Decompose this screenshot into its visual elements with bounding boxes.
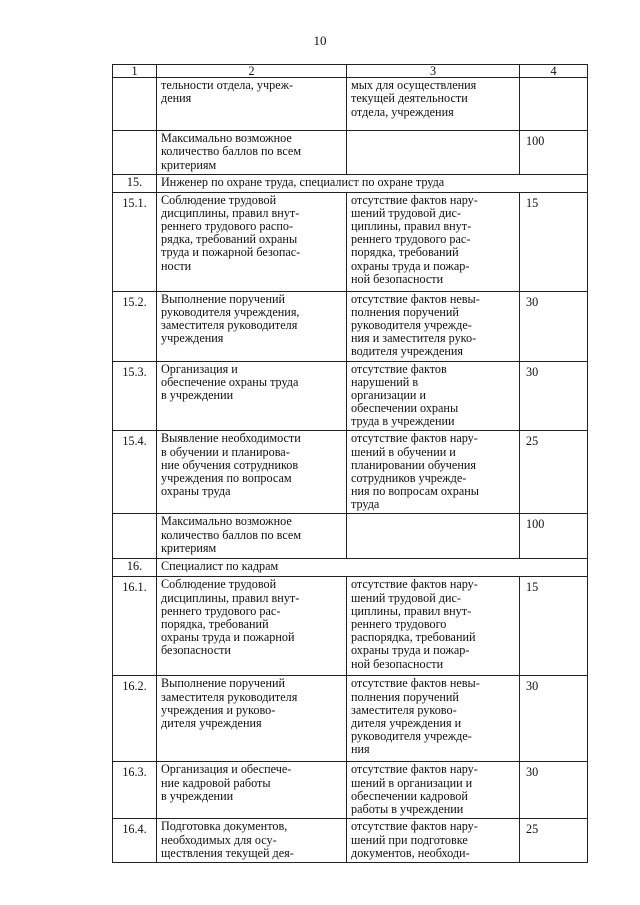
criterion-cell: Подготовка документов, необходимых для осу- ществления текущей дея- [157, 819, 347, 863]
indicator-cell: отсутствие фактов нарушений в организации и обеспечении охраны труда в учреждении [347, 361, 520, 431]
row-number: 15.1. [113, 192, 157, 291]
section-row-15 [113, 174, 588, 192]
header-col-1: 1 [113, 65, 157, 78]
criterion-cell: Соблюдение трудовой дисциплины, правил внут- реннего трудового распо- рядка, требований охраны труда и пожарной безопас- ности [157, 192, 347, 291]
row-number: 16.1. [113, 577, 157, 676]
max-score-row [113, 131, 588, 175]
table-row [113, 676, 588, 762]
indicator-cell: отсутствие фактов нару- шений в организации и обеспечении кадровой работы в учреждении [347, 762, 520, 819]
row-number: 15.4. [113, 431, 157, 514]
score-cell: 30 [520, 676, 588, 762]
indicator-cell: отсутствие фактов нару- шений в обучении и планировании обучения сотрудников учрежде- ния по вопросам охраны труда [347, 431, 520, 514]
row-number: 15.3. [113, 361, 157, 431]
indicator-cell: отсутствие фактов нару- шений трудовой дис- циплины, правил внут- реннего трудового рас- порядка, требований охраны труда и пожар- ной безопасности [347, 192, 520, 291]
indicator-cell: отсутствие фактов нару- шений при подготовке документов, необходи- [347, 819, 520, 863]
table-row [113, 291, 588, 361]
criterion-cell: Организация и обеспече- ние кадровой работы в учреждении [157, 762, 347, 819]
header-col-2: 2 [157, 65, 347, 78]
score-cell: 15 [520, 577, 588, 676]
criterion-cell: Выполнение поручений заместителя руководителя учреждения и руково- дителя учреждения [157, 676, 347, 762]
section-number: 16. [113, 559, 157, 577]
criterion-cell: Выявление необходимости в обучении и планирова- ние обучения сотрудников учреждения по вопросам охраны труда [157, 431, 347, 514]
page-number: 10 [313, 33, 327, 48]
section-number: 15. [113, 174, 157, 192]
row-number: 16.2. [113, 676, 157, 762]
criteria-table [112, 64, 588, 863]
table-header-row [113, 65, 588, 78]
row-number: 15.2. [113, 291, 157, 361]
section-title: Инженер по охране труда, специалист по охране труда [157, 174, 588, 192]
table-row [113, 762, 588, 819]
criterion-cell: тельности отдела, учреж- дения [157, 78, 347, 131]
table-row [113, 431, 588, 514]
max-score-value: 100 [520, 131, 588, 175]
score-cell: 30 [520, 291, 588, 361]
total-score-row [113, 514, 588, 559]
table-row [113, 192, 588, 291]
header-col-4: 4 [520, 65, 588, 78]
criterion-cell: Соблюдение трудовой дисциплины, правил внут- реннего трудового рас- порядка, требований охраны труда и пожарной безопасности [157, 577, 347, 676]
indicator-cell: отсутствие фактов нару- шений трудовой дис- циплины, правил внут- реннего трудового распорядка, требований охраны труда и пожар- ной безопасности [347, 577, 520, 676]
row-number: 16.4. [113, 819, 157, 863]
indicator-cell: отсутствие фактов невы- полнения поручений заместителя руково- дителя учреждения и руководителя учрежде- ния [347, 676, 520, 762]
section-row-16 [113, 559, 588, 577]
header-col-3: 3 [347, 65, 520, 78]
score-cell: 25 [520, 431, 588, 514]
table-row [113, 577, 588, 676]
score-cell: 30 [520, 361, 588, 431]
criterion-cell: Организация и обеспечение охраны труда в учреждении [157, 361, 347, 431]
indicator-cell: отсутствие фактов невы- полнения поручений руководителя учрежде- ния и заместителя руко- водителя учреждения [347, 291, 520, 361]
table-row [113, 361, 588, 431]
row-number: 16.3. [113, 762, 157, 819]
total-score-value: 100 [520, 514, 588, 559]
total-score-label: Максимально возможное количество баллов по всем критериям [157, 514, 347, 559]
section-title: Специалист по кадрам [157, 559, 588, 577]
score-cell: 30 [520, 762, 588, 819]
score-cell: 15 [520, 192, 588, 291]
indicator-cell: мых для осуществления текущей деятельности отдела, учреждения [347, 78, 520, 131]
continued-row [113, 78, 588, 131]
score-cell: 25 [520, 819, 588, 863]
table-row [113, 819, 588, 863]
max-score-label: Максимально возможное количество баллов по всем критериям [157, 131, 347, 175]
criterion-cell: Выполнение поручений руководителя учреждения, заместителя руководителя учреждения [157, 291, 347, 361]
